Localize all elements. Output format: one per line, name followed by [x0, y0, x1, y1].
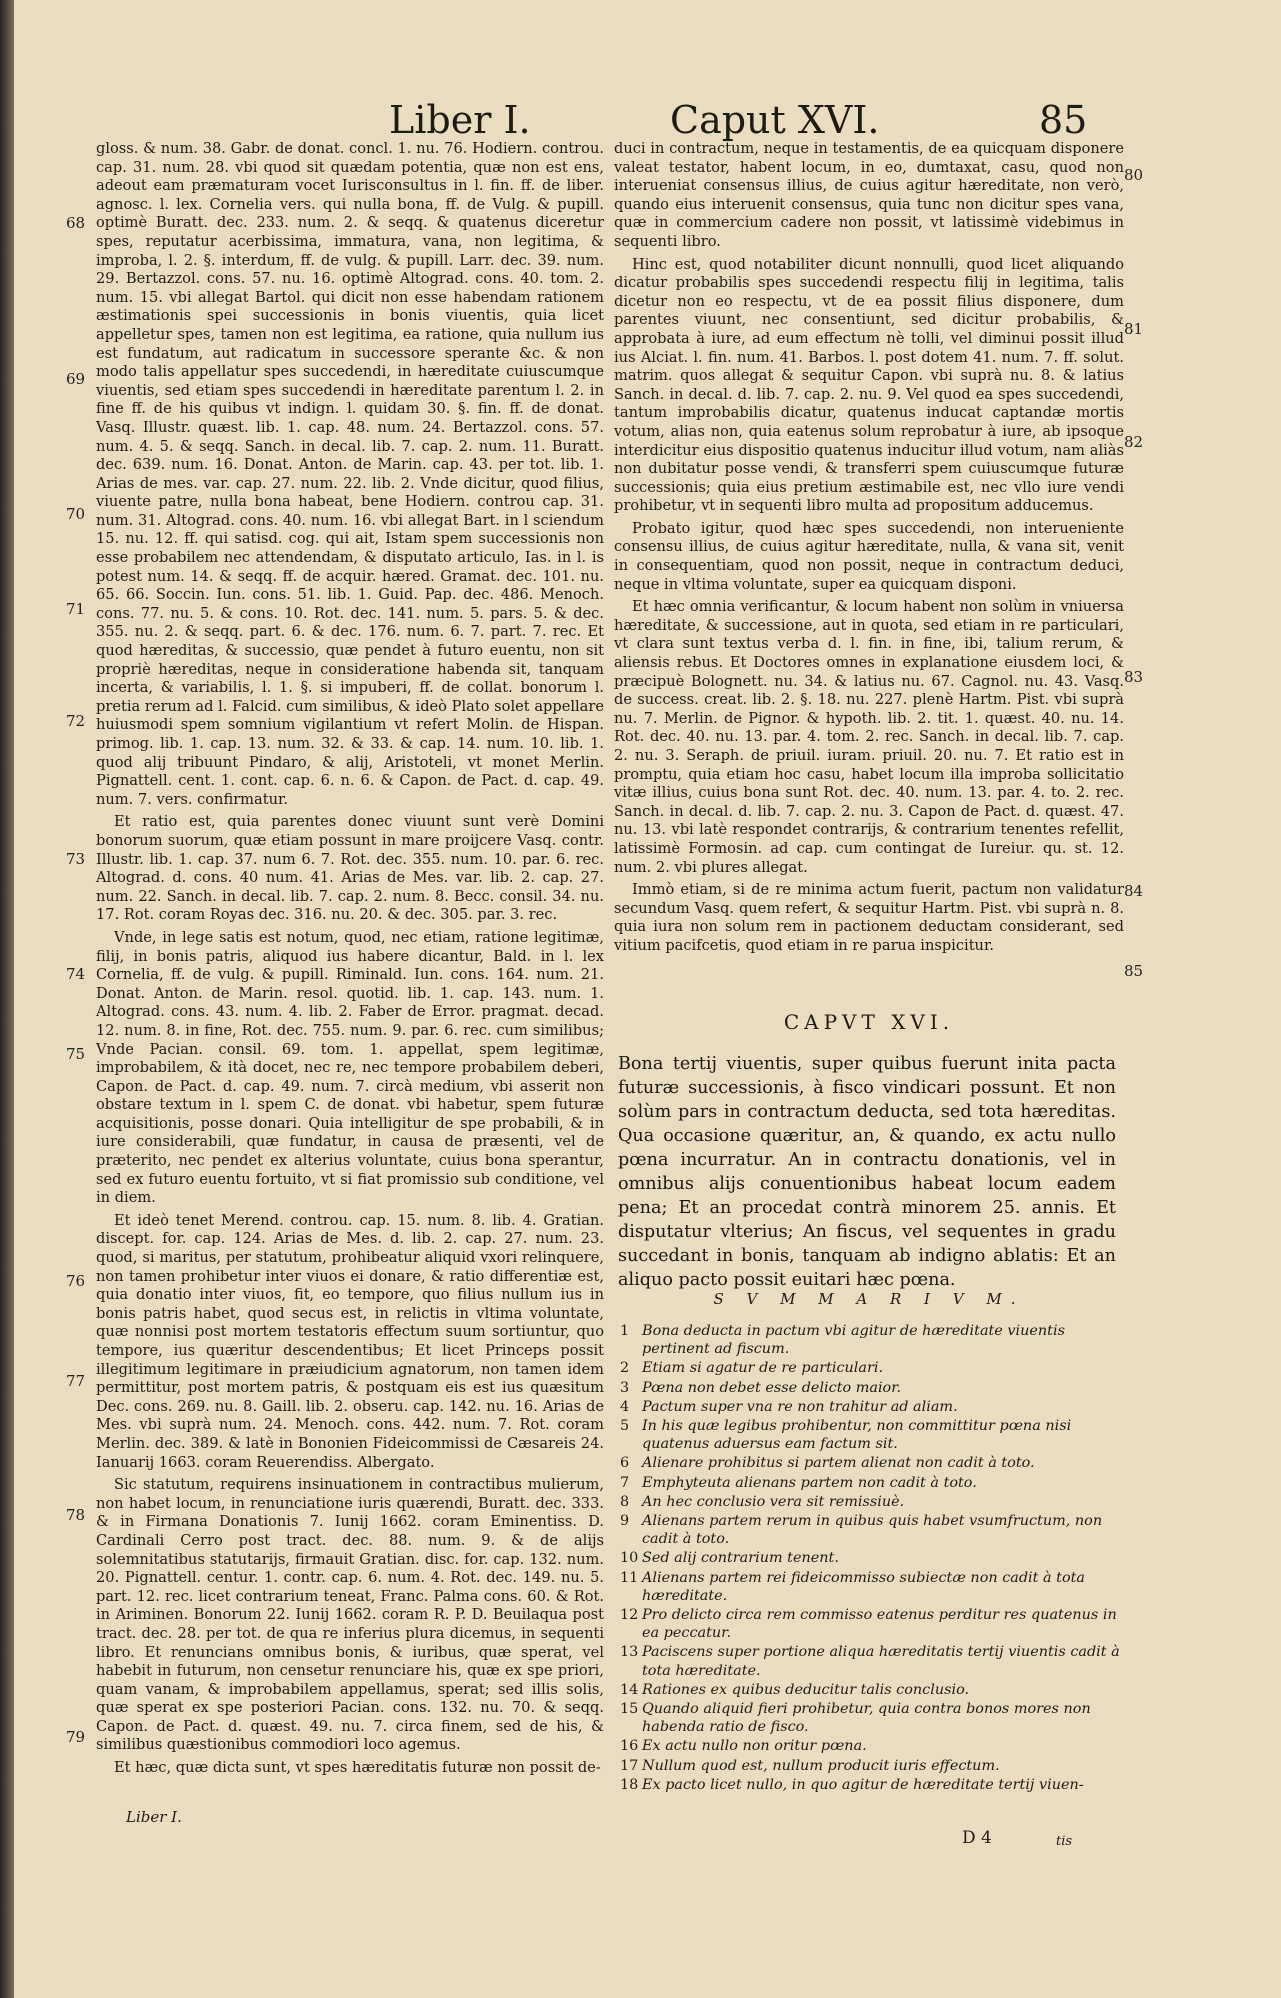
footer-catchword-left: Liber I.: [126, 1808, 182, 1826]
summarium-item: 4 Pactum super vna re non trahitur ad aliam.: [620, 1398, 958, 1415]
summarium-title: S V M M A R I V M.: [713, 1290, 1025, 1308]
margin-note-number: 78: [66, 1506, 86, 1524]
margin-note-number: 72: [66, 712, 86, 730]
right-text-column: [614, 140, 1124, 960]
summarium-item: 10 Sed alij contrarium tenent.: [620, 1550, 839, 1567]
margin-note-number: 68: [66, 214, 86, 232]
left-paragraph: Sic statutum, requirens insinuationem in contractibus mulierum, non habet locum, in renunciatione iuris quærendi, Buratt. dec. 333. & in Firmana Donationis 7. Iunij 1662. coram Eminentiss. D. Cardinali Cerro post tract. dec. 88. num. 9. & de alijs solemnitatibus statutarijs, firmauit Gratian. disc. for. cap. 132. num. 20. Pignattell. centur. 1. contr. cap. 6. num. 4. Rot. dec. 149. nu. 5. part. 12. rec. licet contrarium teneat, Franc. Palma cons. 60. & Rot. in Ariminen. Bonorum 22. Iunij 1662. coram R. P. D. Beuilaqua post tract. dec. 28. per tot. de qua re inferius plura dicemus, in sequenti libro. Et renuncians omnibus bonis, & iuribus, quæ sperat, vel habebit in futurum, non censetur renunciare his, quæ ex spe priori, quam vanam, & improbabilem appellamus, sperat; sed illis solis, quæ sperat ex spe posteriori Pacian. cons. 132. nu. 70. & seqq. Capon. de Pact. d. quæst. 49. nu. 7. circa finem, sed de his, & similibus quæstionibus commodiori loco agemus.: [96, 1476, 604, 1754]
left-paragraph: gloss. & num. 38. Gabr. de donat. concl. 1. nu. 76. Hodiern. controu. cap. 31. num. 28. vbi quod sit quædam potentia, quæ non est ens, adeout eam præmaturam vocet Iurisconsultus in l. fin. ff. de liber. agnosc. l. lex. Cornelia vers. qui nulla bona, ff. de Vulg. & pupill. optimè Buratt. dec. 233. num. 2. & seqq. & quatenus diceretur spes, reputatur acerbissima, immatura, vana, non legitima, & improba, l. 2. §. interdum, ff. de vulg. & pupill. Larr. dec. 39. num. 29. Bertazzol. cons. 57. nu. 16. optimè Altograd. cons. 40. tom. 2. num. 15. vbi allegat Bartol. qui dicit non esse habendam rationem æstimationis spei successionis in bonis viuentis, quia licet appelletur spes, tamen non est legitima, ea ratione, quia nullum ius est fundatum, aut radicatum in successore sperante &c. & non modo talis appellatur spes succedendi, in hæreditate cuiuscumque viuentis, sed etiam spes succedendi in hæreditate parentum l. 2. in fine ff. de his quibus vt indign. l. quidam 30. §. fin. ff. de donat. Vasq. Illustr. quæst. lib. 1. cap. 48. num. 24. Bertazzol. cons. 57. num. 4. 5. & seqq. Sanch. in decal. lib. 7. cap. 2. num. 11. Buratt. dec. 639. num. 16. Donat. Anton. de Marin. cap. 43. per tot. lib. 1. Arias de mes. var. cap. 27. num. 22. lib. 2. Vnde dicitur, quod filius, viuente patre, nulla bona habeat, bene Hodiern. controu cap. 31. num. 31. Altograd. cons. 40. num. 16. vbi allegat Bart. in l sciendum 15. nu. 12. ff. qui satisd. cog. qui ait, Istam spem successionis non esse probabilem nec attendendam, & disputato articulo, Ias. in l. is potest num. 14. & seqq. ff. de acquir. hæred. Gramat. dec. 101. nu. 65. 66. Soccin. Iun. cons. 51. lib. 1. Guid. Pap. dec. 486. Menoch. cons. 77. nu. 5. & cons. 10. Rot. dec. 141. num. 5. pars. 5. & dec. 355. nu. 2. & seqq. part. 6. & dec. 176. num. 6. 7. part. 7. rec. Et quod hæreditas, & successio, quæ pendet à futuro euentu, non sit propriè hæreditas, neque in consideratione habenda sit, tanquam incerta, & variabilis, l. 1. §. si impuberi, ff. de collat. bonorum l. pretia rerum ad l. Falcid. cum similibus, & ideò Plato solet appellare huiusmodi spem somnium vigilantium vt refert Molin. de Hispan. primog. lib. 1. cap. 13. num. 32. & 33. & cap. 14. num. 10. lib. 1. quod alij tribuunt Pindaro, & alij, Aristoteli, vt monet Merlin. Pignattell. cent. 1. cont. cap. 6. n. 6. & Capon. de Pact. d. cap. 49. num. 7. vers. confirmatur.: [96, 140, 604, 808]
summarium-item: 7 Emphyteuta alienans partem non cadit à toto.: [620, 1474, 977, 1491]
summarium-item: 15 Quando aliquid fieri prohibetur, quia contra bonos mores non habenda ratio de fisco.: [620, 1701, 1091, 1736]
margin-note-number: 74: [66, 965, 86, 983]
book-binding-gutter: [0, 0, 14, 1998]
right-paragraph: Hinc est, quod notabiliter dicunt nonnulli, quod licet aliquando dicatur probabilis spes succedendi respectu filij in legitima, talis dicetur non eo respectu, vt de ea possit filius disponere, dum parentes viuunt, nec consentiunt, sed dicitur probabilis, & approbata à iure, ad eum effectum nè tolli, vel diminui possit illud ius Alciat. l. fin. num. 41. Barbos. l. post dotem 41. num. 7. ff. solut. matrim. quos allegat & sequitur Capon. vbi suprà nu. 8. & latius Sanch. in decal. d. lib. 7. cap. 2. nu. 9. Vel quod ea spes succedendi, tantum improbabilis dicatur, quatenus inducat captandæ mortis votum, alias non, quia eatenus solum reprobatur à iure, ab ipsoque interdicitur eius dispositio quatenus inducitur illud votum, nam aliàs non dubitatur posse vendi, & transferri spem cuiuscumque futuræ successionis; quia eius pretium æstimabile est, nec vllo iure vendi prohibetur, vt in sequenti libro multa ad propositum adducemus.: [614, 255, 1124, 515]
summarium-item: 11 Alienans partem rei fideicommisso subiectæ non cadit à tota hæreditate.: [620, 1569, 1085, 1604]
margin-note-number: 83: [1124, 668, 1144, 686]
footer-catchword-right: tis: [1056, 1834, 1073, 1849]
summarium-item: 16 Ex actu nullo non oritur pœna.: [620, 1738, 867, 1755]
right-paragraph: Et hæc omnia verificantur, & locum habent non solùm in vniuersa hæreditate, & successione, aut in quota, sed etiam in re particulari, vt clara sunt textus verba d. l. fin. in fine, ibi, talium rerum, & aliensis rebus. Et Doctores omnes in explanatione eiusdem loci, & præcipuè Bolognett. nu. 34. & latius nu. 67. Cagnol. nu. 43. Vasq. de success. creat. lib. 2. §. 18. nu. 227. plenè Hartm. Pist. vbi suprà nu. 7. Merlin. de Pignor. & hypoth. lib. 2. tit. 1. quæst. 40. nu. 14. Rot. dec. 40. nu. 13. par. 4. tom. 2. rec. Sanch. in decal. lib. 7. cap. 2. nu. 3. Seraph. de priuil. iuram. priuil. 20. nu. 7. Et ratio est in promptu, quia etiam hoc casu, habet locum illa improba sollicitatio vitæ illius, cuius bona sunt Rot. dec. 40. num. 13. par. 4. to. 2. rec. Sanch. in decal. d. lib. 7. cap. 2. nu. 3. Capon de Pact. d. quæst. 47. nu. 13. vbi latè respondet contrarijs, & contrarium tenentes refellit, latissimè Formosin. ad cap. cum contingat de Iureiur. qu. st. 12. num. 2. vbi plures allegat.: [614, 598, 1124, 876]
margin-note-number: 79: [66, 1728, 86, 1746]
summarium-list: [620, 1322, 1120, 1795]
summarium-item: 14 Rationes ex quibus deducitur talis conclusio.: [620, 1681, 970, 1698]
summarium-item: 17 Nullum quod est, nullum producit iuris effectum.: [620, 1757, 1000, 1774]
summarium-item: 12 Pro delicto circa rem commisso eatenus perditur res quatenus in ea peccatur.: [620, 1607, 1117, 1642]
summarium-item: 18 Ex pacto licet nullo, in quo agitur de hæreditate tertij viuen-: [620, 1776, 1084, 1793]
margin-note-number: 84: [1124, 882, 1144, 900]
book-page: [14, 0, 1281, 1998]
margin-note-number: 70: [66, 505, 86, 523]
margin-note-number: 81: [1124, 320, 1144, 338]
right-paragraph: Immò etiam, si de re minima actum fuerit, pactum non validatur secundum Vasq. quem refert, & sequitur Hartm. Pist. vbi suprà n. 8. quia iura non solum rem in pactionem deductam considerant, sed vitium pacifcetis, quod etiam in re parua inspicitur.: [614, 881, 1124, 954]
margin-note-number: 76: [66, 1272, 86, 1290]
margin-note-number: 85: [1124, 962, 1144, 980]
left-paragraph: Vnde, in lege satis est notum, quod, nec etiam, ratione legitimæ, filij, in bonis patris, aliquod ius habere dicantur, Bald. in l. lex Cornelia, ff. de vulg. & pupill. Riminald. Iun. cons. 164. num. 21. Donat. Anton. de Marin. resol. quotid. lib. 1. cap. 143. num. 1. Altograd. cons. 43. num. 4. lib. 2. Faber de Error. pragmat. decad. 12. num. 8. in fine, Rot. dec. 755. num. 9. par. 6. rec. cum similibus; Vnde Pacian. consil. 69. tom. 1. appellat, spem legitimæ, improbabilem, & ità docet, nec re, nec tempore probabilem deberi, Capon. de Pact. d. cap. 49. num. 7. circà medium, vbi asserit non obstare textum in l. spem C. de donat. vbi habetur, spem futuræ acquisitionis, posse donari. Quia intelligitur de spe probabili, & in iure considerabili, quæ fundatur, in causa de præsenti, vel de præterito, nec pendet ex alterius voluntate, cuius bona sperantur, sed ex futuro euentu fortuito, vt si fiat promissio sub conditione, vel in diem.: [96, 928, 604, 1207]
chapter-heading: CAPVT XVI.: [783, 1010, 955, 1034]
margin-note-number: 69: [66, 370, 86, 388]
margin-note-number: 80: [1124, 166, 1144, 184]
summarium-item: 8 An hec conclusio vera sit remissiuè.: [620, 1493, 905, 1510]
left-text-column: [96, 140, 604, 1782]
margin-note-number: 77: [66, 1372, 86, 1390]
margin-note-number: 75: [66, 1045, 86, 1063]
left-paragraph: Et ratio est, quia parentes donec viuunt sunt verè Domini bonorum suorum, quæ etiam possunt in mare proijcere Vasq. contr. Illustr. lib. 1. cap. 37. num 6. 7. Rot. dec. 355. num. 10. par. 6. rec. Altograd. d. cons. 40 num. 41. Arias de Mes. var. lib. 2. cap. 27. num. 22. Sanch. in decal. lib. 7. cap. 2. num. 8. Becc. consil. 34. nu. 17. Rot. coram Royas dec. 316. nu. 20. & dec. 305. par. 3. rec.: [96, 813, 604, 924]
summarium-item: 3 Pœna non debet esse delicto maior.: [620, 1379, 902, 1396]
summarium-item: 6 Alienare prohibitus si partem alienat non cadit à toto.: [620, 1455, 1035, 1472]
margin-note-number: 82: [1124, 433, 1144, 451]
summarium-item: 2 Etiam si agatur de re particulari.: [620, 1360, 884, 1377]
page-number: 85: [1039, 98, 1088, 142]
margin-note-number: 73: [66, 850, 86, 868]
right-paragraph: Probato igitur, quod hæc spes succedendi, non interueniente consensu illius, de cuius agitur hæreditate, nulla, & vana sit, venit in consequentiam, quod non possit, neque in contractum deduci, neque in vltima voluntate, super ea quicquam disponi.: [614, 519, 1124, 593]
left-paragraph: Et hæc, quæ dicta sunt, vt spes hæreditatis futuræ non possit de-: [114, 1759, 601, 1777]
chapter-argument: Bona tertij viuentis, super quibus fuerunt inita pacta futuræ successionis, à fisco vindicari possunt. Et non solùm pars in contractum deducta, sed tota hæreditas. Qua occasione quæritur, an, & quando, ex actu nullo pœna incurratur. An in contractu donationis, vel in omnibus alijs conuentionibus habeat locum eadem pena; Et an procedat contrà minorem 25. annis. Et disputatur vlterius; An fiscus, vel sequentes in gradu succedant in bonis, tanquam ab indigno ablatis: Et an aliquo pacto possit euitari hæc pœna.: [618, 1054, 1116, 1290]
summarium-item: 5 In his quæ legibus prohibentur, non committitur pœna nisi quatenus aduersus eam factum sit.: [620, 1418, 1072, 1453]
margin-note-number: 71: [66, 600, 86, 618]
summarium-item: 1 Bona deducta in pactum vbi agitur de hæreditate viuentis pertinent ad fiscum.: [620, 1323, 1065, 1358]
left-paragraph: Et ideò tenet Merend. controu. cap. 15. num. 8. lib. 4. Gratian. discept. for. cap. 124. Arias de Mes. d. lib. 2. cap. 27. num. 23. quod, si maritus, per statutum, prohibeatur aliquid vxori relinquere, non tamen prohibetur inter viuos ei donare, & ratio differentiæ est, quia donatio inter viuos, fit, eo tempore, quo filius nullum ius in bonis patris habet, quod secus est, in relictis in vltima voluntate, quæ nonnisi post mortem testatoris effectum suum sortiuntur, quo tempore, ius quæritur descendentibus; Et licet Princeps possit illegitimum legitimare in præiudicium agnatorum, non tamen idem permittitur, post mortem patris, & postquam eis est ius quæsitum Dec. cons. 269. nu. 8. Gaill. lib. 2. obseru. cap. 142. nu. 16. Arias de Mes. vbi suprà num. 24. Menoch. cons. 442. num. 7. Rot. coram Merlin. dec. 389. & latè in Bononien Fideicommissi de Cæsareis 24. Ianuarij 1663. coram Reuerendiss. Albergato.: [96, 1211, 604, 1471]
summarium-item: 9 Alienans partem rerum in quibus quis habet vsumfructum, non cadit à toto.: [620, 1513, 1103, 1548]
right-paragraph: duci in contractum, neque in testamentis, de ea quicquam disponere valeat testator, habent locum, in eo, dumtaxat, casu, quod non interueniat consensus illius, de cuius agitur hæreditate, non verò, quando eius interuenit consensus, quia tunc non dicitur spes vana, quæ in commercium cadere non possit, vt latissimè videbimus in sequenti libro.: [614, 140, 1124, 250]
header-chapter-title: Caput XVI.: [670, 98, 880, 142]
header-book-title: Liber I.: [389, 98, 531, 142]
signature-mark: D 4: [962, 1828, 992, 1848]
summarium-item: 13 Paciscens super portione aliqua hæreditatis tertij viuentis cadit à tota hæreditate.: [620, 1644, 1120, 1679]
